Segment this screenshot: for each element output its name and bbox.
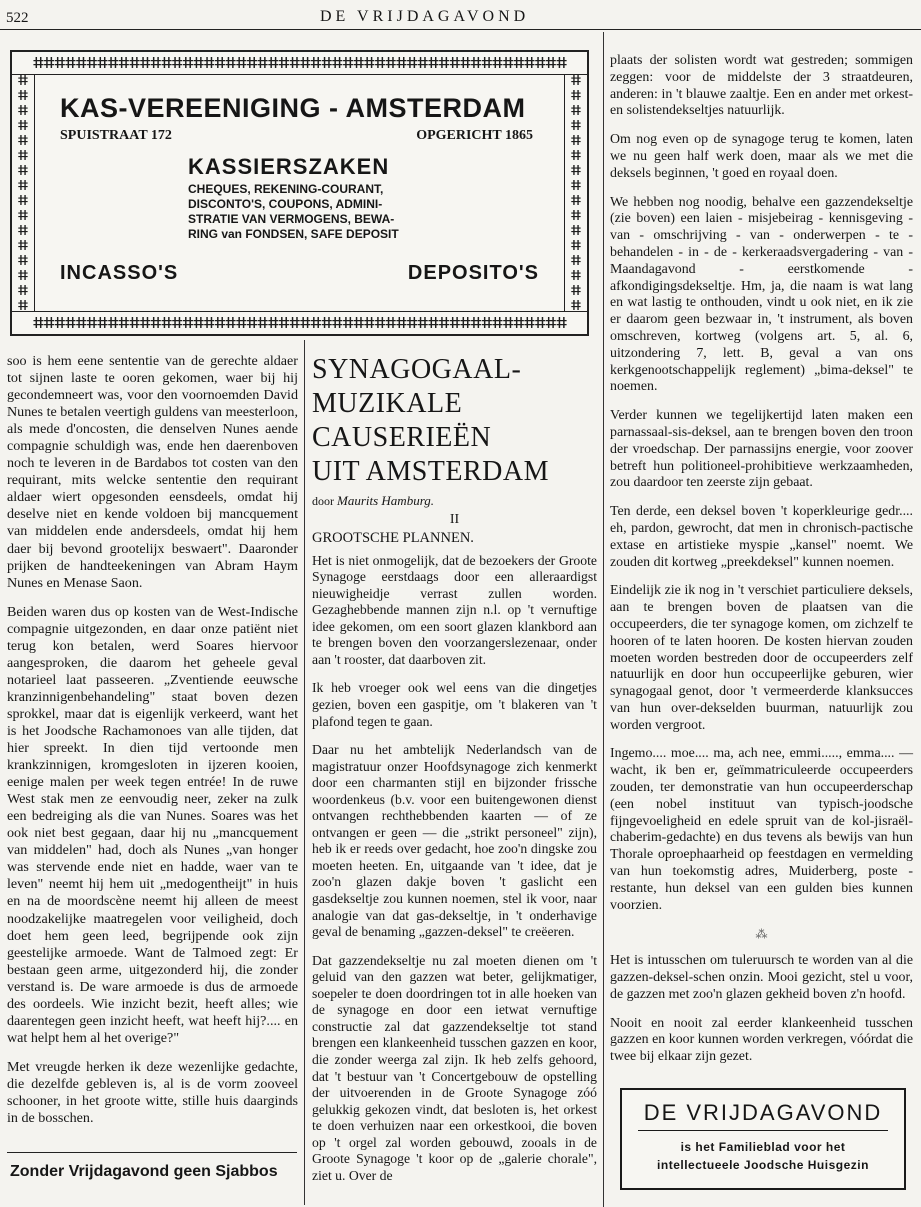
- paragraph: Verder kunnen we tegelijkertijd laten maken een parnassaal-sis-deksel, aan te brengen boven den troon der vroedschap. Der parnassijns energie, voor zoover betreft hun politioneel-prohibitieve werkzaamheden, zou daardoor ten zeerste zijn gebaat.: [610, 408, 913, 491]
- promo-rule: [638, 1130, 888, 1131]
- article-title-line: CAUSERIEËN: [312, 422, 492, 453]
- section-separator: ⁂: [755, 927, 768, 942]
- article-title-line: SYNAGOGAAL-: [312, 354, 522, 385]
- article-title: [312, 353, 597, 489]
- column-1: [7, 353, 298, 1139]
- author: Maurits Hamburg.: [337, 493, 435, 508]
- bank-advertisement: [10, 50, 589, 336]
- ad-subtitle: KASSIERSZAKEN: [188, 154, 390, 179]
- paragraph: Het is niet onmogelijk, dat de bezoekers der Groote Synagoge eerstdaags door een alleraardigst nieuwigheidje verrast zullen worden. Gezaghebbende mannen zijn n.l. op 't vernuftige idee gekomen, om een soort glazen klankbord aan te brengen boven den voorzangerslezenaar, onder aan 't rooster, dat daarboven zit.: [312, 552, 597, 667]
- column-2: [312, 353, 597, 1196]
- newspaper-promo-box: [620, 1088, 906, 1190]
- paragraph: Ik heb vroeger ook wel eens van die dingetjes gezien, boven een gaspitje, om 't blakeren van 't plafond tegen te gaan.: [312, 680, 597, 729]
- ad-services: [188, 182, 399, 242]
- ad-title: KAS-VEREENIGING - AMSTERDAM: [60, 93, 526, 123]
- paragraph: Nooit en nooit zal eerder klankeenheid tusschen gazzen en koor kunnen worden verkregen, vóórdat die twee bij elkaar zijn gezet.: [610, 1015, 913, 1065]
- ad-content: [36, 76, 563, 310]
- greek-key-border-bottom: ⵌⵌⵌⵌⵌⵌⵌⵌⵌⵌⵌⵌⵌⵌⵌⵌⵌⵌⵌⵌⵌⵌⵌⵌⵌⵌⵌⵌⵌⵌⵌⵌⵌⵌⵌⵌⵌⵌⵌⵌⵌⵌⵌⵌⵌⵌⵌⵌⵌⵌ: [12, 311, 587, 334]
- article-subhead: GROOTSCHE PLANNEN.: [312, 530, 474, 547]
- footer-slogan: Zonder Vrijdagavond geen Sjabbos: [10, 1163, 278, 1180]
- greek-key-border-right: ⵌ ⵌ ⵌ ⵌ ⵌ ⵌ ⵌ ⵌ ⵌ ⵌ ⵌ ⵌ ⵌ ⵌ ⵌ ⵌ: [564, 74, 587, 312]
- ad-address: SPUISTRAAT 172: [60, 128, 172, 143]
- paragraph: Om nog even op de synagoge terug te komen, laten we nu geen half werk doen, maar als we met die deksels beginnen, 't goed en royaal doen.: [610, 132, 913, 181]
- paragraph: Daar nu het ambtelijk Nederlandsch van de magistratuur onzer Hoofdsynagoge zich kenmerkt door een charmanten stijl en bijzonder frissche woordenkeus (b.v. voor een buitengewonen dienst ontvangen rechthebbenden kaarten — of ze ontvangen er geen — die „strikt personeel" zijn), heb ik er reeds over gedacht, hoe zoo'n dingske zou moeten heeten. En, uitgaande van 't idee, dat je zoo'n glazen dakje boven 't gaslicht een gasdekseltje zou kunnen noemen, stel ik voor, naar analogie van dat gas-dekseltje, in 't onderhavige geval de benaming „gazzen-deksel" te creëeren.: [312, 742, 597, 940]
- ad-deposito: DEPOSITO'S: [407, 262, 539, 284]
- greek-key-border-top: ⵌⵌⵌⵌⵌⵌⵌⵌⵌⵌⵌⵌⵌⵌⵌⵌⵌⵌⵌⵌⵌⵌⵌⵌⵌⵌⵌⵌⵌⵌⵌⵌⵌⵌⵌⵌⵌⵌⵌⵌⵌⵌⵌⵌⵌⵌⵌⵌⵌⵌ: [12, 52, 587, 75]
- column-3: [610, 53, 913, 1078]
- paragraph: Ten derde, een deksel boven 't koperkleurige gedr.... eh, pardon, gewrocht, dat men in chronisch-pactische extase en artistieke myspie „kansel" noemt. We zouden dit kortweg „preekdeksel" kunnen noemen.: [610, 504, 913, 570]
- paragraph: Met vreugde herken ik deze wezenlijke gedachte, die dezelfde gebleven is, al is de vorm zooveel schooner, in het groote witte, stille huis daarginds in de bosschen.: [7, 1058, 298, 1127]
- ad-service-line: RING van FONDSEN, SAFE DEPOSIT: [188, 227, 399, 241]
- ad-service-line: STRATIE VAN VERMOGENS, BEWA-: [188, 212, 395, 226]
- ad-service-line: DISCONTO'S, COUPONS, ADMINI-: [188, 197, 383, 211]
- column-divider: [603, 32, 604, 1207]
- ad-incasso: INCASSO'S: [60, 262, 179, 284]
- part-number: II: [449, 511, 460, 527]
- ad-service-line: CHEQUES, REKENING-COURANT,: [188, 182, 384, 196]
- paragraph: Dat gazzendekseltje nu zal moeten dienen om 't geluid van den gazzen wat beter, gelijkmatiger, soepeler te doen doordringen tot in alle hoeken van de synagoge en door een ietwat vernuftige constructie zal dat gazzendekseltje tot stand brengen een klankeenheid tusschen gazzen en koor, die zonder weerga zal zijn. Ik heb zelfs gehoord, dat 't bestuur van 't Concertgebouw de opstelling der uitvoerenden in de Groote Synagoge zóó gelukkig gekozen vindt, dat besloten is, het orkest te doen verhuizen naar een orkestkooi, die boven op 't orgel zal worden gebouwd, zooals in de Groote Synagoge 't koor op de „galerie chorale", ziet u. Over de: [312, 952, 597, 1183]
- byline-prefix: door: [312, 494, 334, 508]
- paragraph: soo is hem eene sententie van de gerechte aldaer tot sijnen laste te ooren gekomen, waer bij hij gecondemneert was, voor den voornoemden David Nunes te betalen veertigh guldens van meesterloon, als mede d'oncosten, die denselven Nunes aende compagnie schuldigh was, ende hen daerenboven noch te leveren in de Bardabos tot costen van den requirant, mits welcke sententie den requirant aldaer wiert opgesonden eensdeels, omdat hij deselve niet en kende voldoen bij mancquement van middelen ende andersdeels, omdat hij hem daer bij bevond grootelijx beswaert". Daaronder prijken de handteekeningen van Abram Haym Nunes en Menase Saon.: [7, 353, 298, 591]
- greek-key-border-left: ⵌ ⵌ ⵌ ⵌ ⵌ ⵌ ⵌ ⵌ ⵌ ⵌ ⵌ ⵌ ⵌ ⵌ ⵌ ⵌ: [12, 74, 35, 312]
- article-title-line: UIT AMSTERDAM: [312, 456, 550, 487]
- article-title-line: MUZIKALE: [312, 388, 463, 419]
- masthead: DE VRIJDAGAVOND: [320, 8, 530, 25]
- footer-rule: [7, 1152, 297, 1153]
- promo-line: is het Familieblad voor het: [680, 1140, 846, 1154]
- column-divider: [304, 340, 305, 1205]
- promo-line: intellectueele Joodsche Huisgezin: [657, 1158, 869, 1172]
- paragraph: Het is intusschen om tuleruursch te worden van al die gazzen-deksel-schen onzin. Mooi gezicht, stel u voor, de gazzen met zoo'n glazen gekheid boven z'n hoofd.: [610, 953, 913, 1002]
- paragraph: Beiden waren dus op kosten van de West-Indische compagnie uitgezonden, en daar onze patiënt niet terug kon betalen, werd Soares hiervoor aangesproken, die daarom het geheele geval notarieel laat passeeren. „Zventiende eeuwsche kranzinnigenbehandeling" staat boven dezen sprokkel, maar dat is eigenlijk verkeerd, want het is het Joodsche Rachamonoes van alle tijden, dat hier spreekt. In dien tijd vertoonde men krankzinnigen, kromgesloten in ijzeren kooien, eenige malen per week tegen entrée! In de ruwe West stak men ze eenvoudig neer, zeker na zulk een bedreiging als die van Nunes. Soares was het ook niet best gegaan, daar hij nu „mancquement van middelen" had, doch als Nunes „van honger was stervende ende niet en hadde, waer van te leven" neemt hij hem uit „medogentheijt" in huis en na de moordscène neemt hij alleen de meest noodzakelijke maatregelen voor veiligheid, doch doet hem geen leed, begrijpende ook zijn geestelijke armoede. Want de Talmoed zegt: Er bestaan geen arme, uitgezonderd hij, die zonder verstand is. De ware armoede is dus de armoede des oordeels. Wie inzicht bezit, heeft alles; wie daarentegen geen inzicht heeft, wat heeft hij?.... en wat helpt hem al het overige?": [7, 603, 298, 1046]
- paragraph: Eindelijk zie ik nog in 't verschiet particuliere deksels, aan te brengen boven de plaatsen van die occupeerders, die ter synagoge komen, om zichzelf te hooren of te laten hooren. De kosten hiervan zouden moeten worden bestreden door de occupeerders zelf natuurlijk en door hun occupeerlijke geburen, wier synagogaal genot, door 't vermeerderde klanksucces van hun over-dekselden buurman, natuurlijk zou worden vergroot.: [610, 583, 913, 733]
- promo-title: DE VRIJDAGAVOND: [643, 1100, 883, 1125]
- paragraph: plaats der solisten wordt wat gestreden; sommigen zeggen: voor de middelste der 3 straatdeuren, anderen: in 't blauwe zaaltje. Een en ander met orkest- en solistendekseltjes natuurlijk.: [610, 53, 913, 119]
- byline: [312, 493, 597, 510]
- paragraph: Ingemo.... moe.... ma, ach nee, emmi....., emma.... — wacht, ik ben er, geïmmatriculeerde occupeerders zouden, ter demonstratie van hun occupeerderschap (een nobel instituut van typisch-joodsche fijngevoeligheid en edele spruit van de kol-jisraël-chaberim-gedachte) en dus tevens als bewijs van hun Thorale oproephaarheid op feestdagen en vermelding van hun toekomstig adres, Muiderberg, poste - restante, hun deksel van een gulden bies kunnen voorzien.: [610, 746, 913, 913]
- page-number: 522: [6, 10, 29, 26]
- paragraph: We hebben nog noodig, behalve een gazzendekseltje (zie boven) een laien - misjebeirag - kennisgeving - van - omschrijving - van - onderwerpen - te - behandelen - in - de - kerkeraadsvergadering - van - Maandagavond - eerstkomende - afkondigingsdekseltje. Hm, ja, die naam is wat lang en wat lastig te onthouden, vindt u ook niet, en ik zie er daarom geen bezwaar in, 't instrument, als boven omschreven, kortweg (volgens art. 5, al. 6, uitzondering 7, lett. B, geval a van ons kerkgenootschappelijk reglement) „bima-deksel" te noemen.: [610, 194, 913, 395]
- header-rule: [0, 29, 921, 30]
- ad-founded: OPGERICHT 1865: [416, 128, 533, 143]
